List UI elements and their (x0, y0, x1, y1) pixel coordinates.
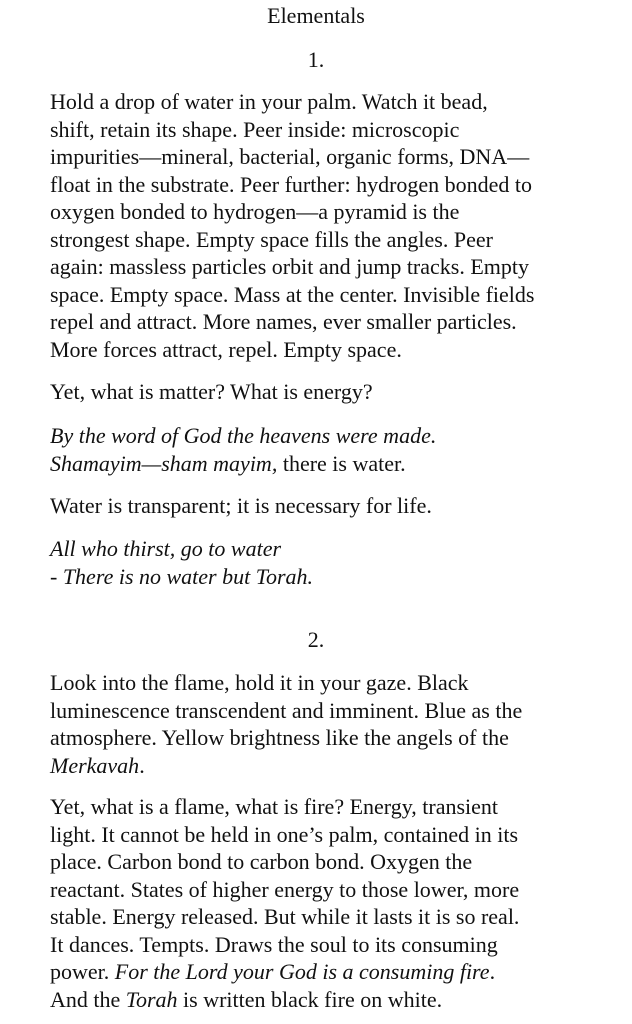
italic-text: - There is no water but Torah. (50, 563, 314, 589)
text-line (50, 958, 620, 986)
text: . (139, 752, 145, 778)
text-line (50, 88, 620, 116)
text: reactant. States of higher energy to those lower, more (50, 876, 520, 902)
text: power. (50, 959, 115, 984)
text-line (50, 171, 620, 199)
text: float in the substrate. Peer further: hydrogen bonded to (50, 171, 533, 197)
text: space. Empty space. Mass at the center. Invisible fields (50, 281, 535, 307)
text: impurities—mineral, bacterial, organic forms, DNA— (50, 144, 530, 169)
text-line (50, 848, 620, 876)
italic-text: By the word of God the heavens were made. (50, 423, 437, 448)
text: shift, retain its shape. Peer inside: microscopic (50, 116, 460, 142)
text: oxygen bonded to hydrogen—a pyramid is the (50, 199, 460, 224)
text-line (50, 378, 620, 406)
text-line (50, 492, 620, 520)
text: Look into the flame, hold it in your gaze. Black (50, 670, 469, 695)
text: Hold a drop of water in your palm. Watch it bead, (50, 89, 488, 114)
text-line (50, 697, 620, 725)
text: And the (50, 986, 126, 1012)
italic-text: Merkavah (50, 752, 140, 778)
text: place. Carbon bond to carbon bond. Oxygen the (50, 849, 473, 874)
text-line (50, 281, 620, 309)
text: It dances. Tempts. Draws the soul to its consuming (50, 931, 498, 957)
text-line (50, 793, 620, 821)
italic-text: Shamayim—sham mayim, (50, 450, 278, 476)
text-line (50, 876, 620, 904)
text: Yet, what is a flame, what is fire? Energy, transient (50, 794, 499, 819)
text-line (50, 308, 620, 336)
text-line (50, 198, 620, 226)
text: stable. Energy released. But while it lasts it is so real. (50, 904, 520, 929)
italic-text: All who thirst, go to water (50, 536, 282, 561)
text-line (50, 535, 620, 563)
text: light. It cannot be held in one’s palm, contained in its (50, 821, 519, 847)
text-line (50, 903, 620, 931)
text: there is water. (277, 450, 406, 476)
paragraph (50, 88, 620, 363)
section-number: 2. (307, 627, 325, 652)
quote-paragraph (50, 535, 620, 590)
text-line (50, 253, 620, 281)
italic-text: For the Lord your God is a consuming fire (114, 959, 490, 984)
paragraph (50, 492, 620, 520)
text: repel and attract. More names, ever smaller particles. (50, 309, 517, 334)
text: atmosphere. Yellow brightness like the angels of the (50, 725, 509, 750)
section-number: 1. (307, 47, 325, 72)
text-line (50, 752, 620, 780)
text-line (50, 669, 620, 697)
paragraph (50, 793, 620, 1013)
text: Yet, what is matter? What is energy? (50, 379, 373, 404)
document-title: Elementals (267, 3, 365, 28)
quote-paragraph (50, 422, 620, 477)
text-line (50, 336, 620, 364)
text: luminescence transcendent and imminent. Blue as the (50, 697, 523, 723)
text-line (50, 986, 620, 1014)
text: is written black fire on white. (177, 986, 443, 1012)
text-line (50, 450, 620, 478)
paragraph (50, 669, 620, 779)
paragraph (50, 378, 620, 406)
text-line (50, 931, 620, 959)
text-line (50, 143, 620, 171)
italic-text: Torah (125, 986, 178, 1012)
text: again: massless particles orbit and jump tracks. Empty (50, 254, 530, 279)
text-line (50, 422, 620, 450)
text-line (50, 116, 620, 144)
text-line (50, 724, 620, 752)
text: strongest shape. Empty space fills the angles. Peer (50, 226, 493, 252)
text-line (50, 821, 620, 849)
text: Water is transparent; it is necessary for life. (50, 493, 432, 518)
text: . (489, 959, 496, 984)
text: More forces attract, repel. Empty space. (50, 336, 402, 362)
text-line (50, 226, 620, 254)
text-line (50, 563, 620, 591)
